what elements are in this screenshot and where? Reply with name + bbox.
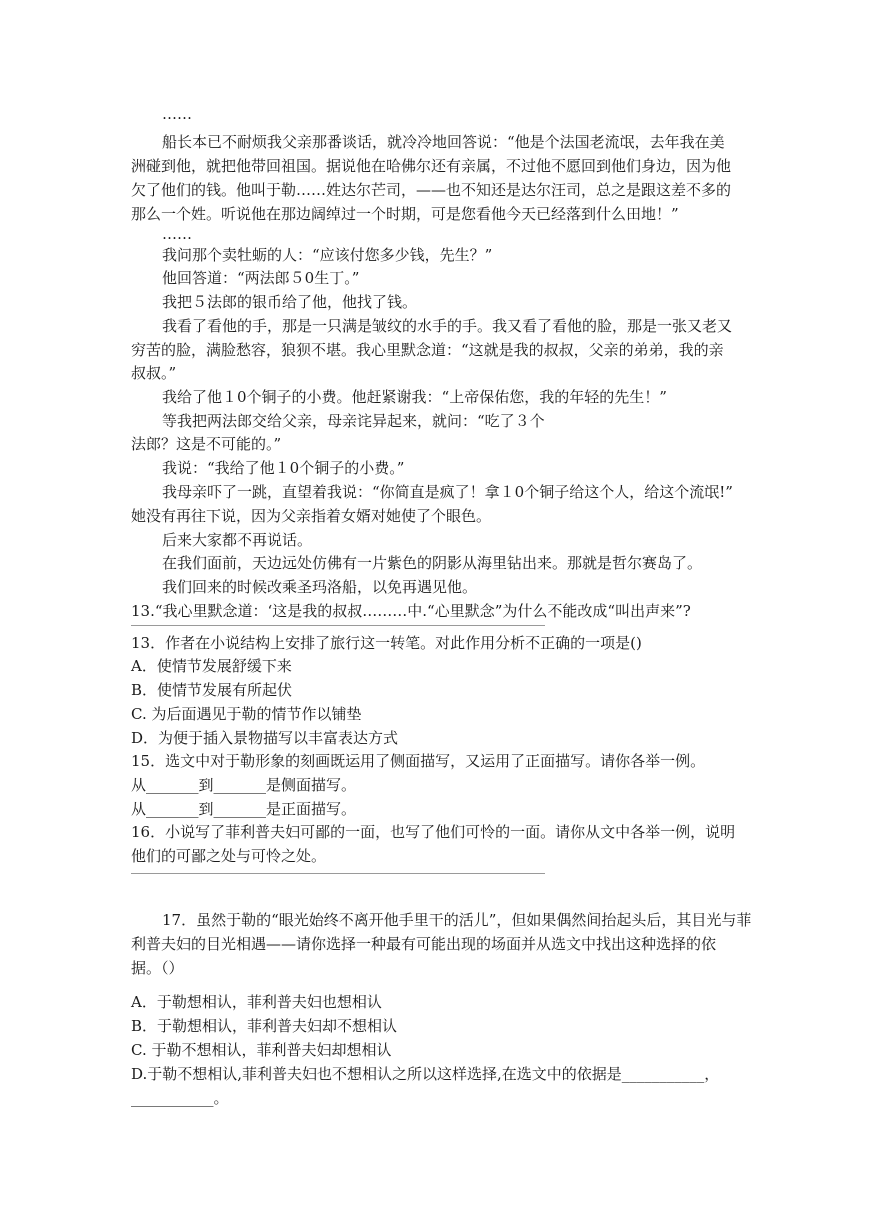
paragraph-line: 叔叔。” bbox=[131, 364, 177, 382]
option-b: B．使情节发展有所起伏 bbox=[131, 681, 293, 699]
paragraph-line: 船长本已不耐烦我父亲那番谈话，就冷冷地回答说：“他是个法国老流氓，去年我在美 bbox=[162, 133, 725, 151]
paragraph-line: 在我们面前，天边远处仿佛有一片紫色的阴影从海里钻出来。那就是哲尔赛岛了。 bbox=[162, 554, 703, 572]
paragraph-line: 后来大家都不再说话。 bbox=[162, 531, 313, 549]
paragraph-line: 我问那个卖牡蛎的人：“应该付您多少钱，先生？” bbox=[162, 246, 493, 264]
paragraph-line: 我看了看他的手，那是一只满是皱纹的水手的手。我又看了看他的脸，那是一张又老又 bbox=[162, 317, 733, 335]
paragraph-line: 等我把两法郎交给父亲，母亲诧异起来，就问：“吃了３个 bbox=[162, 412, 545, 430]
fill-blank-line: ___________。 bbox=[131, 1089, 229, 1107]
fill-blank-line: 从_______到_______是侧面描写。 bbox=[131, 776, 357, 794]
ellipsis-line: …… bbox=[162, 225, 192, 243]
ellipsis-line: …… bbox=[162, 105, 192, 123]
paragraph-line: 欠了他们的钱。他叫于勒……姓达尔芒司，——也不知还是达尔汪司，总之是跟这差不多的 bbox=[131, 181, 732, 199]
option-a: A．于勒想相认，菲利普夫妇也想相认 bbox=[131, 993, 382, 1011]
paragraph-line: 我说：“我给了他１0个铜子的小费。” bbox=[162, 459, 405, 477]
paragraph-line: 穷苦的脸，满脸愁容，狼狈不堪。我心里默念道：“这就是我的叔叔，父亲的弟弟，我的亲 bbox=[131, 341, 724, 359]
question-16-prompt: 16．小说写了菲利普夫妇可鄙的一面，也写了他们可怜的一面。请你从文中各举一例，说明 bbox=[131, 823, 736, 841]
fill-blank-line: 从_______到_______是正面描写。 bbox=[131, 800, 357, 818]
option-d: D．为便于插入景物描写以丰富表达方式 bbox=[131, 729, 399, 747]
answer-line bbox=[131, 625, 545, 626]
option-d: D.于勒不想相认,菲利普夫妇也不想相认之所以这样选择,在选文中的依据是___________， bbox=[131, 1065, 720, 1083]
paragraph-line: 她没有再往下说，因为父亲指着女婿对她使了个眼色。 bbox=[131, 507, 492, 525]
paragraph-line: 我们回来的时候改乘圣玛洛船，以免再遇见他。 bbox=[162, 578, 478, 596]
question-17-prompt-cont: 据。（） bbox=[131, 959, 184, 977]
paragraph-line: 他回答道：“两法郎５0生丁。” bbox=[162, 269, 360, 287]
paragraph-line: 法郎？这是不可能的。” bbox=[131, 435, 282, 453]
question-13b-prompt: 13．作者在小说结构上安排了旅行这一转笔。对此作用分析不正确的一项是() bbox=[131, 634, 642, 652]
paragraph-line: 那么一个姓。听说他在那边阔绰过一个时期，可是您看他今天已经落到什么田地！” bbox=[131, 205, 679, 223]
question-17-prompt-cont: 利普夫妇的目光相遇——请你选择一种最有可能出现的场面并从选文中找出这种选择的依 bbox=[131, 935, 717, 953]
paragraph-line: 洲碰到他，就把他带回祖国。据说他在哈佛尔还有亲属，不过他不愿回到他们身边，因为他 bbox=[131, 157, 732, 175]
paragraph-line: 我把５法郎的银币给了他，他找了钱。 bbox=[162, 293, 418, 311]
question-15-prompt: 15．选文中对于勒形象的刻画既运用了侧面描写，又运用了正面描写。请你各举一例。 bbox=[131, 752, 706, 770]
option-b: B．于勒想相认，菲利普夫妇却不想相认 bbox=[131, 1017, 398, 1035]
paragraph-line: 我给了他１0个铜子的小费。他赶紧谢我：“上帝保佑您，我的年轻的先生！” bbox=[162, 388, 667, 406]
question-13-prompt: 13.“我心里默念道：‘这是我的叔叔………中.“心里默念”为什么不能改成“叫出声来”? bbox=[131, 602, 691, 620]
question-16-prompt-cont: 他们的可鄙之处与可怜之处。 bbox=[131, 847, 327, 865]
paragraph-line: 我母亲吓了一跳，直望着我说：“你简直是疯了！拿１0个铜子给这个人，给这个流氓!” bbox=[162, 483, 733, 501]
option-c: C. 于勒不想相认，菲利普夫妇却想相认 bbox=[131, 1041, 392, 1059]
answer-line bbox=[131, 873, 545, 874]
option-c: C. 为后面遇见于勒的情节作以铺垫 bbox=[131, 705, 362, 723]
option-a: A．使情节发展舒缓下来 bbox=[131, 657, 292, 675]
question-17-prompt: 17．虽然于勒的“眼光始终不离开他手里干的活儿”，但如果偶然间抬起头后，其目光与菲 bbox=[162, 911, 752, 929]
